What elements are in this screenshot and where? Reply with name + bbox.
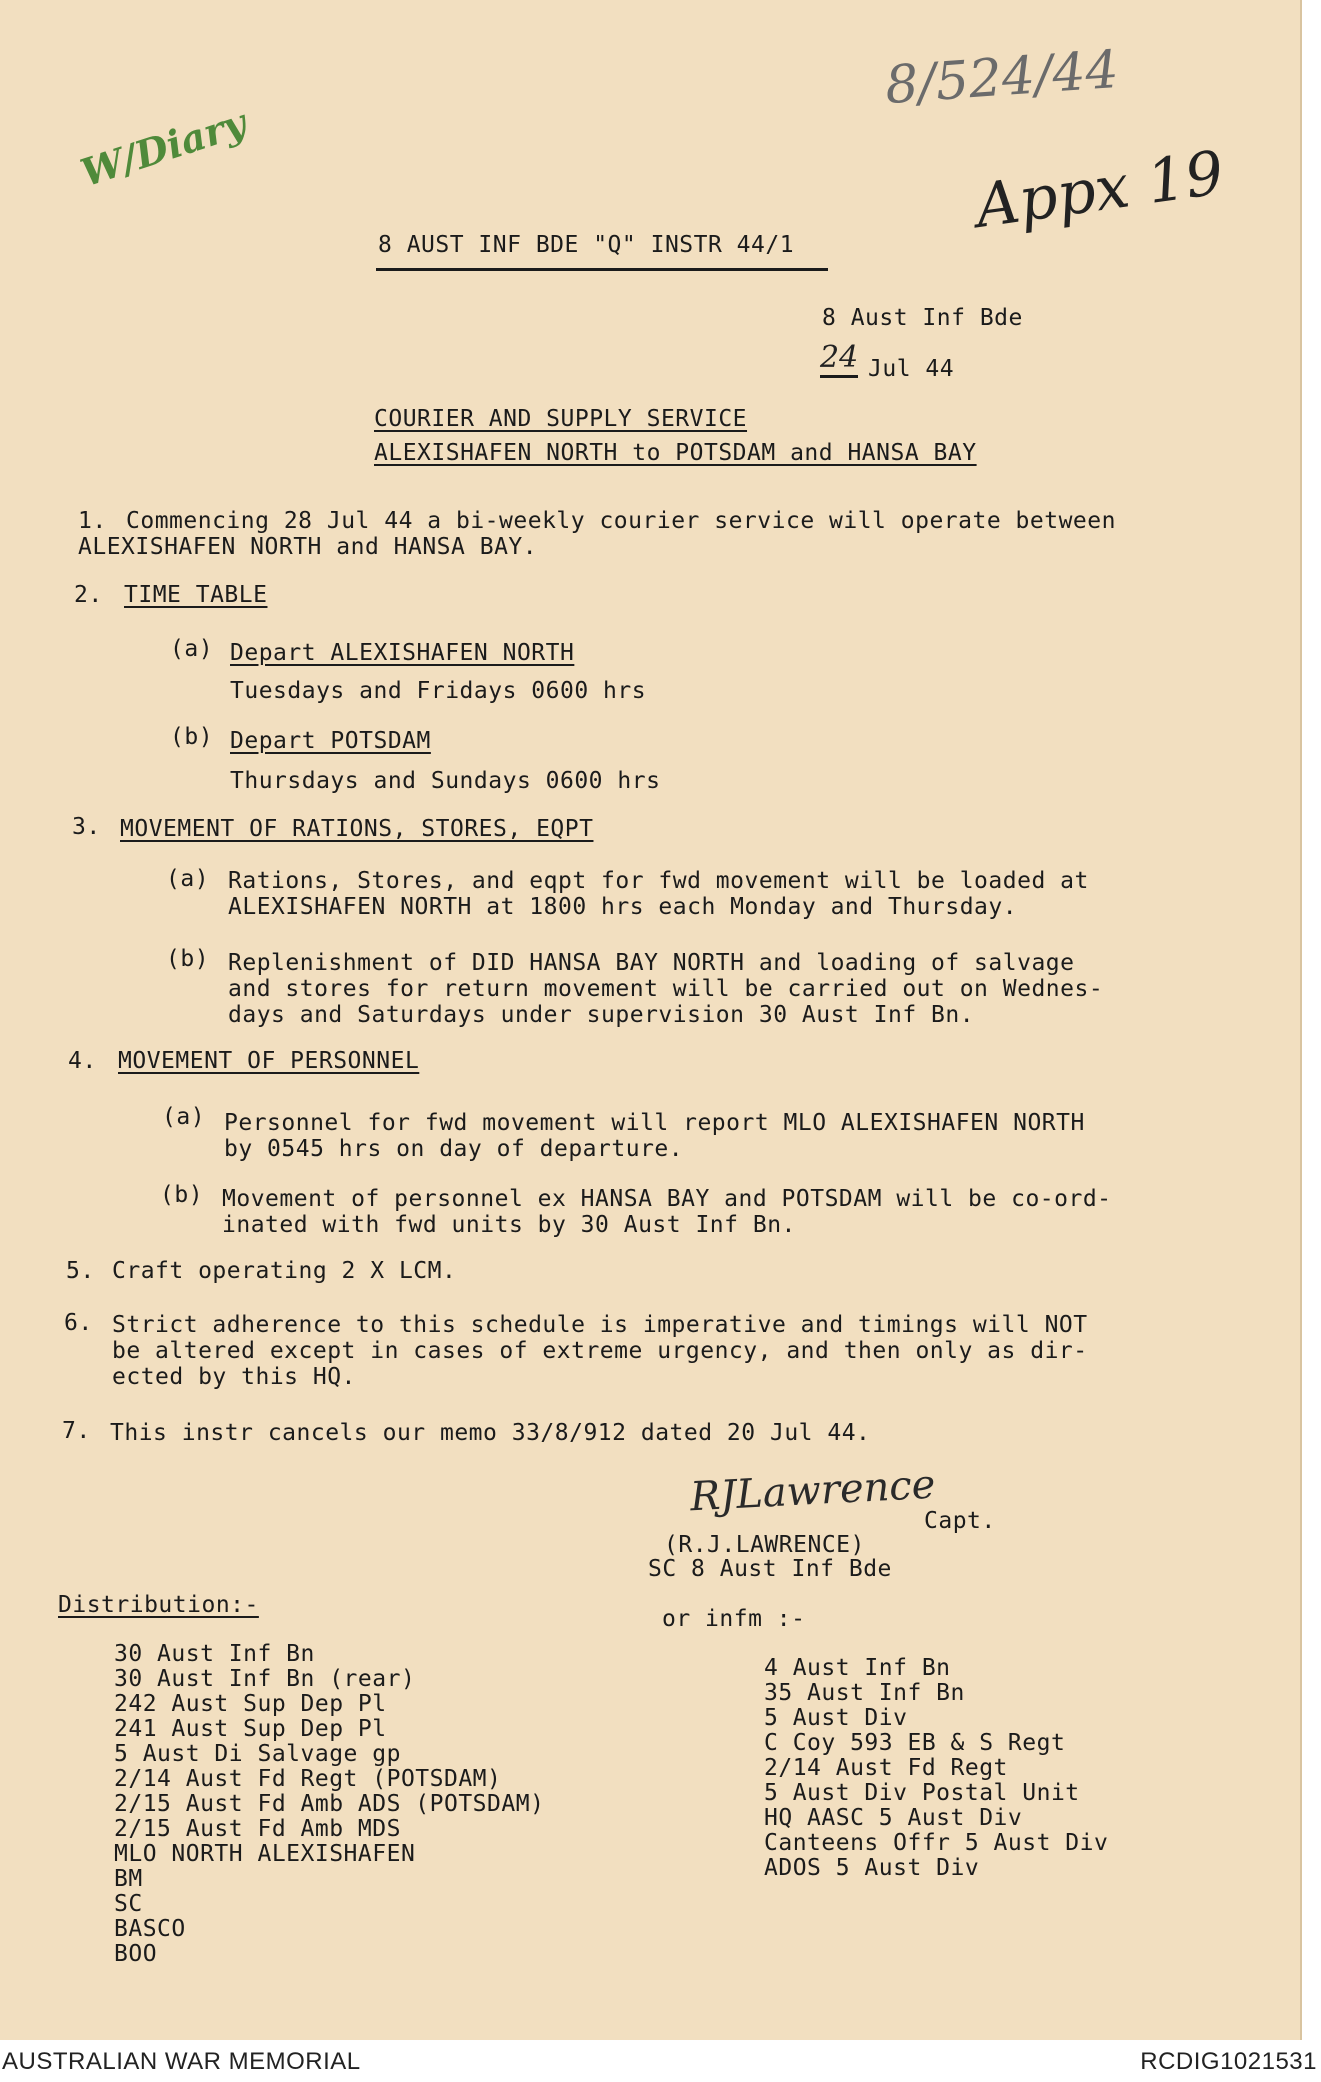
signatory-name: (R.J.LAWRENCE) xyxy=(664,1532,865,1558)
para-1-line-2: ALEXISHAFEN NORTH and HANSA BAY. xyxy=(78,534,538,560)
infm-item: HQ AASC 5 Aust Div xyxy=(764,1805,1023,1831)
para-3a-label: (a) xyxy=(166,866,210,892)
para-1-line-1: Commencing 28 Jul 44 a bi-weekly courier service will operate between xyxy=(126,508,1116,534)
signatory-role: SC 8 Aust Inf Bde xyxy=(648,1556,892,1582)
para-3b-line-2: and stores for return movement will be carried out on Wednes- xyxy=(228,976,1104,1002)
para-4b-line-1: Movement of personnel ex HANSA BAY and POTSDAM will be co-ord- xyxy=(222,1186,1112,1212)
para-4-number: 4. xyxy=(68,1048,97,1074)
para-6-number: 6. xyxy=(64,1310,93,1336)
infm-item: 2/14 Aust Fd Regt xyxy=(764,1755,1008,1781)
para-2a-title: Depart ALEXISHAFEN NORTH xyxy=(230,640,575,666)
distribution-item: 5 Aust Di Salvage gp xyxy=(114,1741,401,1767)
signature-scrawl: RJLawrence xyxy=(688,1461,937,1521)
information-list xyxy=(764,1656,1108,1881)
handwritten-war-diary: W/Diary xyxy=(75,99,252,196)
para-5-text: Craft operating 2 X LCM. xyxy=(112,1258,457,1284)
para-3-heading: MOVEMENT OF RATIONS, STORES, EQPT xyxy=(120,816,594,842)
infm-item: 35 Aust Inf Bn xyxy=(764,1680,965,1706)
distribution-item: BOO xyxy=(114,1941,158,1967)
para-4b-line-2: inated with fwd units by 30 Aust Inf Bn. xyxy=(222,1212,796,1238)
para-7-number: 7. xyxy=(62,1418,91,1444)
footer-archive-name: AUSTRALIAN WAR MEMORIAL xyxy=(2,2048,361,2075)
para-6-line-3: ected by this HQ. xyxy=(112,1364,356,1390)
para-3b-line-3: days and Saturdays under supervision 30 Aust Inf Bn. xyxy=(228,1002,975,1028)
infm-item: Canteens Offr 5 Aust Div xyxy=(764,1830,1109,1856)
handwritten-appendix: Appx 19 xyxy=(971,137,1229,243)
infm-item: C Coy 593 EB & S Regt xyxy=(764,1730,1066,1756)
para-3b-label: (b) xyxy=(166,946,210,972)
para-3a-line-1: Rations, Stores, and eqpt for fwd movement will be loaded at xyxy=(228,868,1089,894)
para-2-heading: TIME TABLE xyxy=(124,582,268,608)
para-6-line-2: be altered except in cases of extreme urgency, and then only as dir- xyxy=(112,1338,1088,1364)
distribution-heading: Distribution:- xyxy=(58,1592,259,1618)
distribution-item: BASCO xyxy=(114,1916,186,1942)
para-2-number: 2. xyxy=(74,582,103,608)
distribution-item: 2/14 Aust Fd Regt (POTSDAM) xyxy=(114,1766,502,1792)
para-2a-label: (a) xyxy=(170,636,214,662)
distribution-item: BM xyxy=(114,1866,143,1892)
distribution-item: 2/15 Aust Fd Amb ADS (POTSDAM) xyxy=(114,1791,545,1817)
para-4a-label: (a) xyxy=(162,1104,206,1130)
subject-line-1: COURIER AND SUPPLY SERVICE xyxy=(374,406,748,432)
handwritten-file-ref: 8/524/44 xyxy=(883,39,1121,117)
subject-line-2: ALEXISHAFEN NORTH to POTSDAM and HANSA BAY xyxy=(374,440,977,466)
distribution-item: 2/15 Aust Fd Amb MDS xyxy=(114,1816,401,1842)
infm-item: ADOS 5 Aust Div xyxy=(764,1855,980,1881)
distribution-item: 30 Aust Inf Bn xyxy=(114,1641,315,1667)
para-4-heading: MOVEMENT OF PERSONNEL xyxy=(118,1048,420,1074)
para-3-number: 3. xyxy=(72,814,101,840)
para-4a-line-1: Personnel for fwd movement will report MLO ALEXISHAFEN NORTH xyxy=(224,1110,1085,1136)
infm-heading: or infm :- xyxy=(662,1606,806,1632)
title-underline xyxy=(376,268,828,271)
para-2b-title: Depart POTSDAM xyxy=(230,728,431,754)
para-1-number: 1. xyxy=(78,508,107,534)
instruction-title: 8 AUST INF BDE "Q" INSTR 44/1 xyxy=(378,232,795,258)
distribution-item: 242 Aust Sup Dep Pl xyxy=(114,1691,387,1717)
para-6-line-1: Strict adherence to this schedule is imperative and timings will NOT xyxy=(112,1312,1088,1338)
para-3b-line-1: Replenishment of DID HANSA BAY NORTH and loading of salvage xyxy=(228,950,1075,976)
infm-item: 4 Aust Inf Bn xyxy=(764,1655,951,1681)
distribution-item: MLO NORTH ALEXISHAFEN xyxy=(114,1841,416,1867)
handwritten-date-day: 24 xyxy=(820,340,858,378)
para-2a-text: Tuesdays and Fridays 0600 hrs xyxy=(230,678,647,704)
footer-item-id: RCDIG1021531 xyxy=(1140,2048,1317,2075)
distribution-item: SC xyxy=(114,1891,143,1917)
para-2b-text: Thursdays and Sundays 0600 hrs xyxy=(230,768,661,794)
infm-item: 5 Aust Div xyxy=(764,1705,908,1731)
signatory-rank: Capt. xyxy=(924,1508,996,1534)
para-4b-label: (b) xyxy=(160,1182,204,1208)
infm-item: 5 Aust Div Postal Unit xyxy=(764,1780,1080,1806)
issuing-unit: 8 Aust Inf Bde xyxy=(822,305,1023,331)
distribution-item: 241 Aust Sup Dep Pl xyxy=(114,1716,387,1742)
issue-date: Jul 44 xyxy=(868,356,955,382)
para-7-text: This instr cancels our memo 33/8/912 dated 20 Jul 44. xyxy=(110,1420,871,1446)
para-4a-line-2: by 0545 hrs on day of departure. xyxy=(224,1136,684,1162)
distribution-list xyxy=(114,1642,544,1967)
para-5-number: 5. xyxy=(66,1258,95,1284)
distribution-item: 30 Aust Inf Bn (rear) xyxy=(114,1666,416,1692)
para-3a-line-2: ALEXISHAFEN NORTH at 1800 hrs each Monday and Thursday. xyxy=(228,894,1018,920)
para-2b-label: (b) xyxy=(170,724,214,750)
